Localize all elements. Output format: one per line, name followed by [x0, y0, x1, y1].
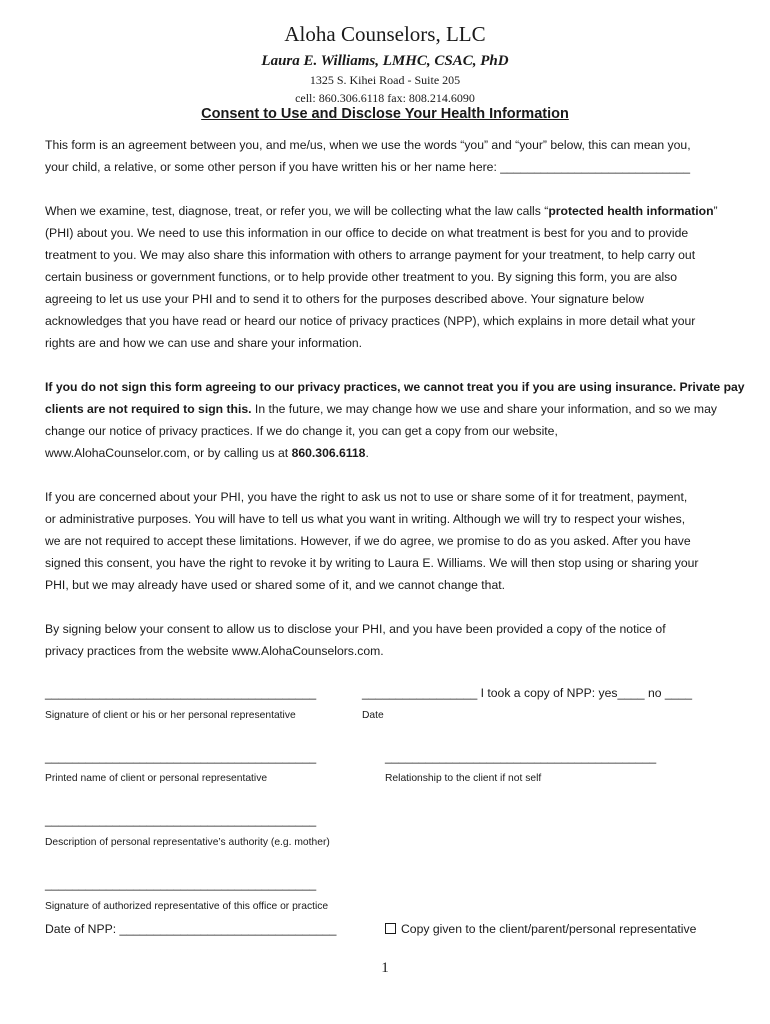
counselor-name: Laura E. Williams, LMHC, CSAC, PhD — [261, 53, 509, 69]
insurance-paragraph — [45, 376, 745, 464]
client-signature-label: Signature of client or his or her personal representative — [45, 710, 296, 721]
text-line: rights are and how we can use and share your information. — [45, 336, 363, 350]
date-and-npp-field[interactable]: _________________ I took a copy of NPP: yes____ no ____ — [362, 686, 693, 700]
form-title: Consent to Use and Disclose Your Health Information — [201, 106, 569, 122]
phi-paragraph — [45, 200, 735, 354]
text-line: clients are not required to sign this. In the future, we may change how we use and share your information, and so we may — [45, 402, 717, 416]
relationship-label: Relationship to the client if not self — [385, 773, 542, 784]
text-line: If you do not sign this form agreeing to our privacy practices, we cannot treat you if you are using insurance. Private pay — [45, 380, 745, 394]
text-line: acknowledges that you have read or heard our notice of privacy practices (NPP), which explains in more detail what your — [45, 314, 696, 328]
text-line: or administrative purposes. You will have to tell us what you want in writing. Although we will try to respect your wishes, — [45, 512, 686, 526]
authority-label: Description of personal representative’s authority (e.g. mother) — [45, 837, 330, 848]
date-label: Date — [362, 710, 384, 721]
text-line: This form is an agreement between you, and me/us, when we use the words “you” and “your” below, this can mean you, — [45, 138, 691, 152]
page-number: 1 — [381, 960, 389, 976]
text-line: change our notice of privacy practices. If we do change it, you can get a copy from our website, — [45, 424, 558, 438]
intro-paragraph — [45, 134, 735, 178]
office-signature-field[interactable]: ________________________________________ — [45, 877, 317, 891]
printed-name-label: Printed name of client or personal representative — [45, 773, 268, 784]
npp-date-field[interactable]: Date of NPP: ________________________________ — [45, 922, 337, 936]
organization-name: Aloha Counselors, LLC — [284, 22, 486, 46]
text-line: If you are concerned about your PHI, you have the right to ask us not to use or share some of it for treatment, payment, — [45, 490, 688, 504]
text-line: When we examine, test, diagnose, treat, or refer you, we will be collecting what the law calls “protected health information” — [45, 204, 718, 218]
phone-number: 860.306.6118 — [291, 446, 366, 460]
text-line: your child, a relative, or some other person if you have written his or her name here: ____________________________ — [45, 160, 691, 174]
contact-phones: cell: 860.306.6118 fax: 808.214.6090 — [295, 91, 475, 105]
consent-paragraph — [45, 618, 735, 662]
copy-given-checkbox-row[interactable] — [385, 922, 696, 936]
text-line: privacy practices from the website www.AlohaCounselors.com. — [45, 644, 384, 658]
text-line: www.AlohaCounselor.com, or by calling us at 860.306.6118. — [45, 446, 369, 460]
text-line: PHI, but we may already have used or shared some of it, and we cannot change that. — [45, 578, 506, 592]
text-line: signed this consent, you have the right to revoke it by writing to Laura E. Williams. We will then stop using or sharing your — [45, 556, 699, 570]
text-line: By signing below your consent to allow us to disclose your PHI, and you have been provided a copy of the notice of — [45, 622, 666, 636]
client-signature-field[interactable]: ________________________________________ — [45, 686, 317, 700]
authority-field[interactable]: ________________________________________ — [45, 813, 317, 827]
relationship-field[interactable]: ________________________________________ — [385, 750, 657, 764]
rights-paragraph — [45, 486, 735, 596]
office-signature-label: Signature of authorized representative of this office or practice — [45, 901, 329, 912]
text-line: certain business or government functions, or to help provide other treatment to you. By signing this form, you are also — [45, 270, 678, 284]
checkbox-icon[interactable] — [385, 923, 396, 934]
text-line: agreeing to let us use your PHI and to send it to others for the purposes described above. Your signature below — [45, 292, 644, 306]
text-line: we are not required to accept these limitations. However, if we do agree, we promise to do as you asked. After you have — [45, 534, 691, 548]
copy-given-label: Copy given to the client/parent/personal representative — [401, 922, 697, 936]
text-line: (PHI) about you. We need to use this information in our office to decide on what treatment is best for you and to provide — [45, 226, 689, 240]
address: 1325 S. Kihei Road - Suite 205 — [309, 73, 461, 87]
phi-term: protected health information — [548, 204, 714, 218]
printed-name-field[interactable]: ________________________________________ — [45, 750, 317, 764]
text-line: treatment to you. We may also share this information with others to arrange payment for your treatment, to help carry out — [45, 248, 696, 262]
